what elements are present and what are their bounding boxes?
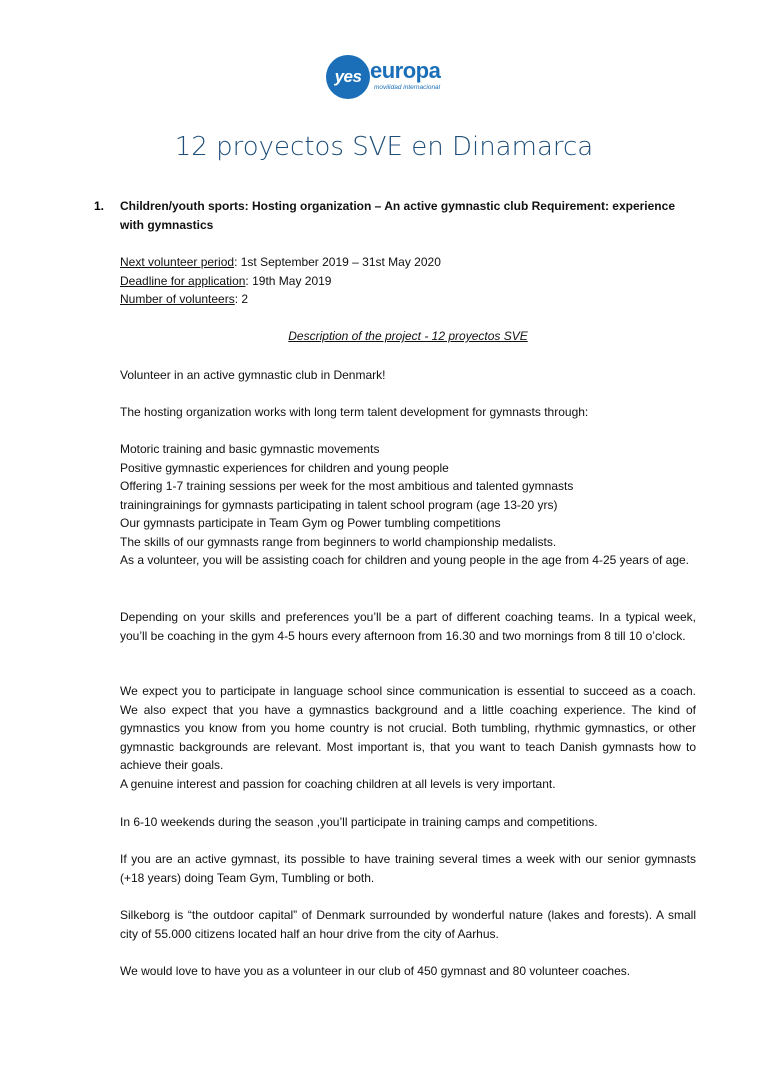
paragraph-silkeborg: Silkeborg is “the outdoor capital” of Denmark surrounded by wonderful nature (lakes and forests). A small city of 55.000 citizens located half an hour drive from the city of Aarhus. <box>120 908 696 941</box>
section-number: 1. <box>94 199 105 213</box>
volunteers-line <box>120 290 696 309</box>
logo-wordmark: europa <box>370 58 441 83</box>
deadline-label: Deadline for application <box>120 273 246 288</box>
deadline-line <box>120 272 696 291</box>
training-list <box>120 440 696 570</box>
paragraph-weekends: In 6-10 weekends during the season ,you’ll participate in training camps and competitions. <box>120 815 598 829</box>
list-item: Positive gymnastic experiences for children and young people <box>120 460 449 475</box>
logo-badge: yes <box>326 55 370 99</box>
volunteers-value: : 2 <box>234 292 249 306</box>
project-info <box>120 253 696 309</box>
list-item: As a volunteer, you will be assisting coach for children and young people in the age from 4-25 years of age. <box>120 553 690 567</box>
paragraph-passion: A genuine interest and passion for coaching children at all levels is very important. <box>120 777 556 791</box>
list-item: Our gymnasts participate in Team Gym og Power tumbling competitions <box>120 516 501 530</box>
page-title: 12 proyectos SVE en Dinamarca <box>174 132 594 162</box>
paragraph-coaching-teams: Depending on your skills and preferences you’ll be a part of different coaching teams. In a typical week, you’ll be coaching in the gym 4-5 hours every afternoon from 16.30 and two mornings from 8 till 10 o’clock. <box>120 610 696 643</box>
paragraph-closing: We would love to have you as a volunteer in our club of 450 gymnast and 80 volunteer coaches. <box>120 964 631 978</box>
period-value: : 1st September 2019 – 31st May 2020 <box>234 255 441 269</box>
section-heading: Children/youth sports: Hosting organization – An active gymnastic club Requirement: experience with gymnastics <box>120 199 675 232</box>
period-line <box>120 253 696 272</box>
list-item: trainingrainings for gymnasts participating in talent school program (age 13-20 yrs) <box>120 497 558 512</box>
yes-europa-logo <box>326 55 446 99</box>
paragraph-hosting: The hosting organization works with long term talent development for gymnasts through: <box>120 405 589 419</box>
description-title: Description of the project - 12 proyectos SVE <box>288 329 528 343</box>
paragraph-intro: Volunteer in an active gymnastic club in Denmark! <box>120 368 386 382</box>
volunteers-label: Number of volunteers <box>120 292 235 306</box>
deadline-value: : 19th May 2019 <box>245 273 332 288</box>
list-item: Offering 1-7 training sessions per week for the most ambitious and talented gymnasts <box>120 479 574 493</box>
list-item: Motoric training and basic gymnastic movements <box>120 442 380 456</box>
list-item: The skills of our gymnasts range from beginners to world championship medalists. <box>120 534 557 549</box>
period-label: Next volunteer period <box>120 255 235 269</box>
paragraph-expectations: We expect you to participate in language school since communication is essential to succeed as a coach. We also expect that you have a gymnastics background and a little coaching experience. The kind of gymnastics you know from you home country is not crucial. Both tumbling, rhythmic gymnastics, or other gymnastic backgrounds are relevant. Most important is, that you want to teach Danish gymnasts how to achieve their goals. <box>120 684 696 772</box>
paragraph-active-gymnast: If you are an active gymnast, its possible to have training several times a week with our senior gymnasts (+18 years) doing Team Gym, Tumbling or both. <box>120 852 696 885</box>
logo-tagline: movilidad internacional <box>374 84 441 91</box>
